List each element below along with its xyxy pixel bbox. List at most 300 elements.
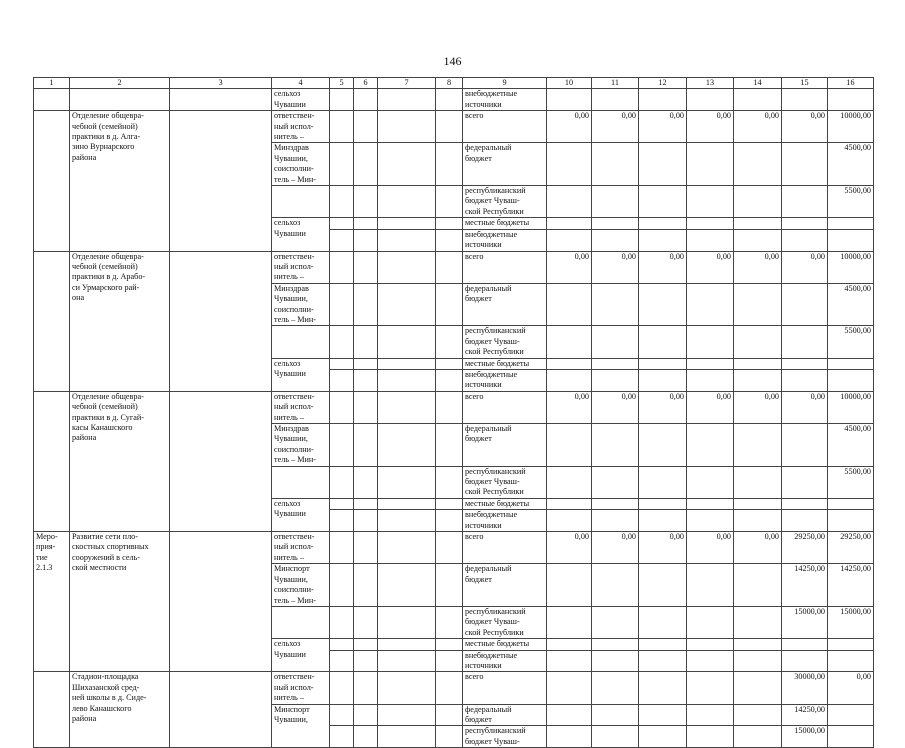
cell-empty	[170, 89, 272, 111]
empty-cell	[354, 704, 378, 726]
empty-cell	[330, 466, 354, 498]
value-cell	[734, 704, 782, 726]
empty-cell	[354, 510, 378, 532]
value-cell	[592, 498, 639, 509]
empty-cell	[354, 111, 378, 143]
empty-cell	[378, 143, 436, 186]
value-cell	[592, 229, 639, 251]
value-cell: 5500,00	[828, 186, 874, 218]
value-cell	[592, 369, 639, 391]
value-cell: 0,00	[734, 251, 782, 283]
funding-source: внебюджетные источники	[463, 369, 547, 391]
value-cell	[734, 510, 782, 532]
column-number-header: 10	[547, 78, 592, 89]
responsible-cell: Минздрав Чувашии, соисполни- тель – Мин-	[272, 283, 330, 326]
empty-cell	[378, 391, 436, 423]
empty-cell	[330, 606, 354, 638]
value-cell	[734, 326, 782, 358]
value-cell	[639, 283, 687, 326]
value-cell: 14250,00	[828, 564, 874, 607]
value-cell	[782, 639, 828, 650]
funding-source: всего	[463, 251, 547, 283]
value-cell	[734, 283, 782, 326]
empty-cell	[330, 111, 354, 143]
cell-empty	[34, 89, 70, 111]
funding-source: всего	[463, 111, 547, 143]
value-cell	[734, 726, 782, 748]
responsible-cell	[272, 606, 330, 638]
responsible-cell	[272, 89, 330, 111]
empty-cell	[330, 672, 354, 704]
value-cell	[828, 510, 874, 532]
object-name: Стадион-площадка Шихазанской сред- ней школы в д. Сиде- лево Канашского района	[70, 672, 170, 748]
value-cell: 0,00	[639, 391, 687, 423]
empty-cell	[330, 326, 354, 358]
value-cell: 0,00	[639, 251, 687, 283]
empty-cell	[354, 326, 378, 358]
empty-cell	[354, 391, 378, 423]
empty-cell	[436, 143, 463, 186]
value-cell	[639, 606, 687, 638]
value-cell	[639, 704, 687, 726]
value-cell	[782, 498, 828, 509]
column-number-header: 5	[330, 78, 354, 89]
value-cell	[547, 358, 592, 369]
empty-cell	[378, 606, 436, 638]
value-cell	[687, 229, 734, 251]
value-cell	[592, 650, 639, 672]
funding-source: местные бюджеты	[463, 498, 547, 509]
value-cell	[547, 672, 592, 704]
value-cell	[639, 326, 687, 358]
value-cell: 0,00	[592, 532, 639, 564]
value-cell	[687, 672, 734, 704]
value-cell: 0,00	[639, 532, 687, 564]
value-cell	[734, 424, 782, 467]
value-cell	[592, 639, 639, 650]
empty-cell	[330, 369, 354, 391]
value-cell: 15000,00	[782, 726, 828, 748]
value-cell	[687, 326, 734, 358]
responsible-cell: Минспорт Чувашии,	[272, 704, 330, 748]
value-cell: 0,00	[734, 532, 782, 564]
value-cell: 0,00	[592, 111, 639, 143]
value-cell: 0,00	[687, 532, 734, 564]
empty-cell	[330, 510, 354, 532]
value-cell: 0,00	[687, 391, 734, 423]
value-cell: 0,00	[592, 391, 639, 423]
value-cell	[828, 726, 874, 748]
table-row	[34, 111, 874, 143]
table-row	[34, 672, 874, 704]
empty-cell	[354, 650, 378, 672]
responsible-cell: Минздрав Чувашии, соисполни- тель – Мин-	[272, 143, 330, 186]
empty-cell	[354, 186, 378, 218]
value-cell: 10000,00	[828, 111, 874, 143]
value-cell	[734, 564, 782, 607]
empty-cell	[330, 391, 354, 423]
empty-cell	[378, 358, 436, 369]
responsible-cell: сельхоз Чувашии	[272, 498, 330, 531]
value-cell	[782, 466, 828, 498]
value-cell	[734, 218, 782, 229]
value-cell	[687, 510, 734, 532]
column-number-header: 11	[592, 78, 639, 89]
page-number: 146	[443, 54, 462, 68]
value-cell	[687, 606, 734, 638]
value-cell	[734, 639, 782, 650]
empty-cell	[436, 283, 463, 326]
value-cell	[592, 424, 639, 467]
empty-cell	[330, 639, 354, 650]
value-cell: 29250,00	[828, 532, 874, 564]
value-cell: 10000,00	[828, 251, 874, 283]
value-cell	[782, 326, 828, 358]
value-cell	[592, 143, 639, 186]
empty-cell	[354, 143, 378, 186]
column-number-header: 4	[272, 78, 330, 89]
event-number	[34, 391, 70, 531]
empty-cell	[378, 283, 436, 326]
responsible-cell	[272, 326, 330, 358]
empty-cell	[436, 672, 463, 704]
empty-cell	[354, 369, 378, 391]
value-cell	[687, 650, 734, 672]
responsible-cell: Минспорт Чувашии, соисполни- тель – Мин-	[272, 564, 330, 607]
value-cell: 0,00	[687, 111, 734, 143]
table-row	[34, 78, 874, 89]
value-cell	[734, 229, 782, 251]
empty-cell	[354, 606, 378, 638]
value-cell	[592, 218, 639, 229]
empty-cell	[330, 564, 354, 607]
empty-cell	[330, 424, 354, 467]
column-number-header: 2	[70, 78, 170, 89]
value-cell	[734, 466, 782, 498]
value-cell: 10000,00	[828, 391, 874, 423]
value-cell	[592, 606, 639, 638]
empty-cell	[378, 186, 436, 218]
funding-source: федеральный бюджет	[463, 704, 547, 726]
funding-source: внебюджетные источники	[463, 89, 547, 111]
responsible-cell: сельхоз Чувашии	[272, 639, 330, 672]
budget-table	[33, 77, 874, 748]
empty-cell	[378, 672, 436, 704]
value-cell	[734, 672, 782, 704]
value-cell: 29250,00	[782, 532, 828, 564]
cell-empty	[170, 532, 272, 672]
empty-cell	[354, 564, 378, 607]
value-cell: 0,00	[687, 251, 734, 283]
funding-source: внебюджетные источники	[463, 650, 547, 672]
empty-cell	[354, 672, 378, 704]
cell-empty	[170, 111, 272, 251]
value-cell: 0,00	[828, 672, 874, 704]
funding-source: местные бюджеты	[463, 358, 547, 369]
value-cell	[828, 369, 874, 391]
funding-source: федеральный бюджет	[463, 424, 547, 467]
empty-cell	[436, 639, 463, 650]
empty-cell	[378, 111, 436, 143]
empty-cell	[330, 498, 354, 509]
value-cell	[828, 498, 874, 509]
column-number-header: 12	[639, 78, 687, 89]
table-row	[34, 89, 874, 111]
empty-cell	[330, 143, 354, 186]
empty-cell	[734, 89, 782, 111]
empty-cell	[547, 89, 592, 111]
empty-cell	[330, 650, 354, 672]
value-cell	[547, 283, 592, 326]
empty-cell	[378, 218, 436, 229]
cell-empty	[170, 672, 272, 748]
empty-cell	[378, 564, 436, 607]
value-cell	[639, 369, 687, 391]
value-cell: 0,00	[782, 251, 828, 283]
empty-cell	[687, 89, 734, 111]
empty-cell	[378, 498, 436, 509]
value-cell: 14250,00	[782, 704, 828, 726]
empty-cell	[436, 606, 463, 638]
value-cell	[687, 369, 734, 391]
funding-source: федеральный бюджет	[463, 564, 547, 607]
empty-cell	[436, 726, 463, 748]
event-number	[34, 251, 70, 391]
value-cell	[782, 283, 828, 326]
value-cell	[592, 326, 639, 358]
value-cell	[828, 229, 874, 251]
empty-cell	[436, 510, 463, 532]
empty-cell	[436, 466, 463, 498]
empty-cell	[354, 218, 378, 229]
empty-cell	[436, 650, 463, 672]
value-cell	[547, 564, 592, 607]
empty-cell	[330, 186, 354, 218]
empty-cell	[354, 358, 378, 369]
value-cell	[639, 672, 687, 704]
value-cell	[734, 498, 782, 509]
empty-cell	[436, 532, 463, 564]
value-cell	[687, 639, 734, 650]
event-number	[34, 111, 70, 251]
value-cell: 0,00	[547, 391, 592, 423]
empty-cell	[378, 466, 436, 498]
cell-empty	[170, 391, 272, 531]
empty-cell	[436, 564, 463, 607]
value-cell	[639, 358, 687, 369]
value-cell	[547, 326, 592, 358]
value-cell	[592, 726, 639, 748]
value-cell	[687, 218, 734, 229]
empty-cell	[639, 89, 687, 111]
empty-cell	[436, 251, 463, 283]
value-cell	[687, 704, 734, 726]
empty-cell	[354, 89, 378, 111]
value-cell	[687, 466, 734, 498]
value-cell	[592, 186, 639, 218]
responsible-line: сельхоз	[274, 89, 301, 99]
value-cell	[639, 229, 687, 251]
value-cell	[592, 704, 639, 726]
empty-cell	[354, 229, 378, 251]
cell-empty	[170, 251, 272, 391]
funding-source: внебюджетные источники	[463, 510, 547, 532]
value-cell: 4500,00	[828, 283, 874, 326]
value-cell	[639, 510, 687, 532]
empty-cell	[378, 89, 436, 111]
empty-cell	[782, 89, 828, 111]
responsible-cell: ответствен- ный испол- нитель –	[272, 251, 330, 283]
value-cell	[782, 143, 828, 186]
value-cell	[687, 498, 734, 509]
value-cell: 0,00	[782, 111, 828, 143]
value-cell	[782, 424, 828, 467]
empty-cell	[378, 639, 436, 650]
value-cell: 0,00	[734, 111, 782, 143]
value-cell	[639, 639, 687, 650]
value-cell	[639, 650, 687, 672]
value-cell	[547, 510, 592, 532]
empty-cell	[436, 358, 463, 369]
value-cell	[592, 564, 639, 607]
responsible-cell: ответствен- ный испол- нитель –	[272, 111, 330, 143]
value-cell	[734, 369, 782, 391]
column-number-header: 8	[436, 78, 463, 89]
value-cell	[547, 606, 592, 638]
column-number-header: 6	[354, 78, 378, 89]
empty-cell	[330, 726, 354, 748]
empty-cell	[330, 283, 354, 326]
value-cell	[828, 639, 874, 650]
responsible-cell: сельхоз Чувашии	[272, 358, 330, 391]
value-cell	[592, 358, 639, 369]
value-cell	[547, 143, 592, 186]
value-cell: 30000,00	[782, 672, 828, 704]
empty-cell	[436, 229, 463, 251]
empty-cell	[330, 358, 354, 369]
funding-source: федеральный бюджет	[463, 143, 547, 186]
value-cell	[828, 218, 874, 229]
empty-cell	[436, 704, 463, 726]
column-number-header: 16	[828, 78, 874, 89]
empty-cell	[354, 424, 378, 467]
responsible-cell	[272, 466, 330, 498]
column-number-header: 13	[687, 78, 734, 89]
funding-source: внебюджетные источники	[463, 229, 547, 251]
value-cell	[547, 424, 592, 467]
object-name: Отделение общевра- чебной (семейной) практики в д. Сугай- касы Канашского района	[70, 391, 170, 531]
value-cell: 0,00	[639, 111, 687, 143]
object-name: Отделение общевра- чебной (семейной) практики в д. Алга- зино Вурнарского района	[70, 111, 170, 251]
cell-empty	[34, 672, 70, 748]
empty-cell	[354, 532, 378, 564]
value-cell: 0,00	[734, 391, 782, 423]
empty-cell	[378, 650, 436, 672]
column-number-header: 3	[170, 78, 272, 89]
value-cell	[734, 358, 782, 369]
column-number-header: 9	[463, 78, 547, 89]
funding-source: республиканский бюджет Чуваш- ской Республики	[463, 606, 547, 638]
value-cell	[782, 218, 828, 229]
funding-source: федеральный бюджет	[463, 283, 547, 326]
value-cell: 0,00	[592, 251, 639, 283]
value-cell: 5500,00	[828, 466, 874, 498]
empty-cell	[330, 218, 354, 229]
value-cell	[592, 283, 639, 326]
value-cell	[547, 726, 592, 748]
empty-cell	[436, 111, 463, 143]
value-cell	[592, 672, 639, 704]
value-cell: 0,00	[547, 532, 592, 564]
value-cell: 15000,00	[782, 606, 828, 638]
funding-source: всего	[463, 672, 547, 704]
empty-cell	[436, 326, 463, 358]
value-cell	[687, 564, 734, 607]
value-cell: 15000,00	[828, 606, 874, 638]
empty-cell	[330, 251, 354, 283]
value-cell	[687, 726, 734, 748]
value-cell	[639, 564, 687, 607]
value-cell: 0,00	[547, 111, 592, 143]
empty-cell	[330, 704, 354, 726]
empty-cell	[378, 532, 436, 564]
empty-cell	[436, 186, 463, 218]
responsible-cell: ответствен- ный испол- нитель –	[272, 672, 330, 704]
event-number: Меро- прия- тие 2.1.3	[34, 532, 70, 672]
table-row	[34, 532, 874, 564]
value-cell	[547, 218, 592, 229]
value-cell	[639, 726, 687, 748]
table-row	[34, 391, 874, 423]
empty-cell	[354, 251, 378, 283]
value-cell	[592, 510, 639, 532]
value-cell	[734, 650, 782, 672]
value-cell	[547, 498, 592, 509]
value-cell: 0,00	[547, 251, 592, 283]
value-cell: 4500,00	[828, 424, 874, 467]
empty-cell	[330, 89, 354, 111]
responsible-cell: ответствен- ный испол- нитель –	[272, 532, 330, 564]
value-cell	[639, 466, 687, 498]
value-cell	[828, 358, 874, 369]
empty-cell	[354, 283, 378, 326]
value-cell	[547, 704, 592, 726]
value-cell	[782, 358, 828, 369]
empty-cell	[330, 229, 354, 251]
empty-cell	[378, 251, 436, 283]
empty-cell	[378, 369, 436, 391]
value-cell	[547, 186, 592, 218]
empty-cell	[378, 424, 436, 467]
responsible-cell	[272, 186, 330, 218]
value-cell	[734, 186, 782, 218]
responsible-line: Чувашии	[274, 99, 306, 109]
funding-source: местные бюджеты	[463, 639, 547, 650]
value-cell	[639, 143, 687, 186]
empty-cell	[436, 424, 463, 467]
empty-cell	[378, 726, 436, 748]
funding-source: всего	[463, 391, 547, 423]
responsible-cell: сельхоз Чувашии	[272, 218, 330, 251]
value-cell: 0,00	[782, 391, 828, 423]
value-cell: 14250,00	[782, 564, 828, 607]
value-cell	[734, 143, 782, 186]
empty-cell	[354, 726, 378, 748]
value-cell	[547, 369, 592, 391]
empty-cell	[378, 326, 436, 358]
object-name: Развитие сети пло- скостных спортивных сооружений в сель- ской местности	[70, 532, 170, 672]
table-row	[34, 251, 874, 283]
